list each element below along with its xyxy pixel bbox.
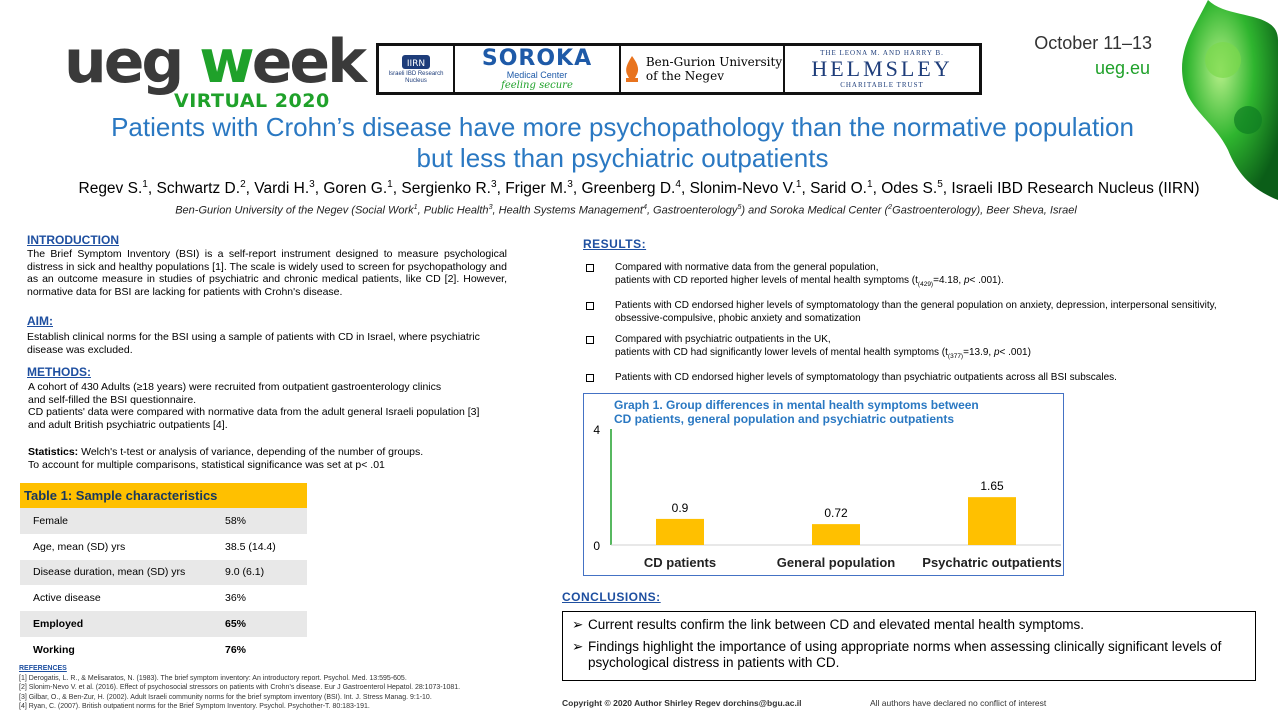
y-tick-label: 0 [593,539,600,553]
y-tick-label: 4 [593,423,600,437]
data-label: 0.9 [671,500,689,515]
result-item: Patients with CD endorsed higher levels of symptomatology than the general population on anxiety, depression, interpersonal sensitivity, obsessive-compulsive, phobic anxiety and somatization [584,300,1224,325]
author-name: Regev S.$^1$ [78,179,148,198]
bar-chart [583,393,1064,576]
soroka-sub: Medical Center [506,69,568,80]
author-name: Goren G.$^1$ [323,179,393,198]
checkbox-bullet-icon [586,302,594,310]
copyright: Copyright © 2020 Author Shirley Regev dorchins@bgu.ac.il [562,698,802,708]
partner-logos-strip [376,43,982,95]
logo-text-eek: eek [251,27,364,97]
soroka-tagline: feeling secure [501,79,573,91]
references-heading: REFERENCES [19,665,67,672]
iirn-logo [379,46,455,92]
ueg-week-logo [64,27,364,97]
data-label: 1.65 [980,479,1004,494]
logo-text-ueg: ueg [64,27,200,97]
arrow-bullet-icon: ➢ [572,639,584,654]
x-tick-label: General population [776,555,896,570]
title-line-2: but less than psychiatric outpatients [416,143,829,173]
iirn-emblem-icon [396,53,436,71]
table-row: Active disease 36% [33,592,247,605]
author-name: Greenberg D.$^4$ [581,179,681,198]
conclusion-item: ➢ Findings highlight the importance of using appropriate norms when assessing clinically significant levels of psychological distress in patients with CD. [572,639,1222,670]
logo-virtual-2020: VIRTUAL 2020 [174,90,330,112]
affiliations: Ben-Gurion University of the Negev (Social Work$^1$, Public Health$^3$, Health Systems Management$^4$, Gastroenterology$^5$) and Soroka Medical Center ($^2$Gastroenterology), Beer Sheva, Israel [175,203,1077,217]
checkbox-bullet-icon [586,336,594,344]
conflict-statement: All authors have declared no conflict of interest [870,698,1047,708]
introduction-text: The Brief Symptom Inventory (BSI) is a self-report instrument designed to measure psychological distress in sick and healthy populations [1]. The scale is widely used to screen for psychopathology and as an outcome measure in studies of psychiatric and chronic medical patients, like CD [2]. However, normative data for BSI are lacking for patients with Crohn's disease. [27,248,507,298]
bgu-name-line2: of the Negev [645,69,724,83]
results-list [584,262,1224,394]
soroka-logo [455,46,621,92]
author-name: Odes S.$^5$ [881,179,943,198]
table-title: Table 1: Sample characteristics [20,483,307,508]
statistics-text: Statistics: Welch's t-test or analysis of variance, depending of the number of groups. To account for multiple comparisons, statistical significance was set at p< .01 [28,446,424,471]
helmsley-name: HELMSLEY [811,56,953,81]
table-row: Working 76% [33,643,247,656]
introduction-heading: INTRODUCTION [27,233,119,247]
conclusions-list [572,617,1248,677]
author-group: Israeli IBD Research Nucleus (IIRN) [951,180,1200,198]
references [19,664,460,712]
sample-characteristics-table [20,483,307,663]
checkbox-bullet-icon [586,264,594,272]
conclusions-heading: CONCLUSIONS: [562,590,661,604]
aim-heading: AIM: [27,314,53,328]
bar [656,519,704,545]
reference-item: [2] Slonim-Nevo V. et al. (2016). Effect of psychosocial stressors on patients with Crohn’s disease. Eur J Gastroenterol Hepatol. 28:1073-1081. [19,684,461,691]
conclusion-item: ➢ Current results confirm the link between CD and elevated mental health symptoms. [572,617,1084,632]
bar [812,524,860,545]
data-label: 0.72 [824,506,848,521]
author-list: Regev S.$^1$, Schwartz D.$^2$, Vardi H.$^3$, Goren G.$^1$, Sergienko R.$^3$, Friger M.$^3$, Greenberg D.$^4$, Slonim-Nevo V.$^1$, Sarid O.$^1$, Odes S.$^5$, Israeli IBD Research Nucleus (IIRN) [78,179,1200,198]
bgu-logo [621,46,785,92]
flame-icon [622,54,642,84]
author-name: Schwartz D.$^2$ [156,179,246,198]
poster-title [40,112,1205,174]
logo-text-w: w [199,27,252,97]
aim-text: Establish clinical norms for the BSI using a sample of patients with CD in Israel, where psychiatric disease was excluded. [27,331,480,356]
arrow-bullet-icon: ➢ [572,617,584,632]
reference-item: [4] Ryan, C. (2007). British outpatient norms for the Brief Symptom Inventory. Psychol. Psychother-T. 80:183-191. [19,703,370,710]
reference-item: [1] Derogatis, L. R., & Melisaratos, N. (1983). The brief symptom inventory: An introductory report. Psychol. Med. 13:595-605. [19,674,407,682]
checkbox-bullet-icon [586,374,594,382]
bgu-name-line1: Ben-Gurion University [645,55,783,69]
author-name: Friger M.$^3$ [505,179,573,198]
table-row: Employed 65% [20,611,307,637]
bar [968,497,1016,545]
table-row: Disease duration, mean (SD) yrs 9.0 (6.1) [20,560,307,586]
title-line-1: Patients with Crohn’s disease have more psychopathology than the normative population [111,112,1134,142]
iirn-name: Israeli IBD Research Nucleus [388,71,444,84]
soroka-name: SOROKA [481,45,593,71]
results-heading: RESULTS: [583,237,647,251]
helmsley-logo [785,46,979,92]
author-name: Sergienko R.$^3$ [401,179,497,198]
methods-heading: METHODS: [27,365,91,379]
ueg-site-link[interactable]: ueg.eu [1095,58,1151,78]
svg-text:IIRN: IIRN [406,59,426,69]
author-name: Sarid O.$^1$ [810,179,873,198]
author-name: Vardi H.$^3$ [254,179,315,198]
table-row: Age, mean (SD) yrs 38.5 (14.4) [33,540,276,553]
x-tick-label: CD patients [643,555,717,570]
table-row: Female 58% [20,508,307,534]
author-name: Slonim-Nevo V.$^1$ [689,179,802,198]
helmsley-bottom: CHARITABLE TRUST [840,81,924,89]
graph-title: Graph 1. Group differences in mental health symptoms between CD patients, general population and psychiatric outpatients [614,398,979,426]
methods-text: A cohort of 430 Adults (≥18 years) were recruited from outpatient gastroenterology clinics and self-filled the BSI questionnaire. CD patients' data were compared with normative data from the adult general Israeli population [3] and adult British psychiatric outpatients [4]. [28,381,480,431]
result-item: Patients with CD endorsed higher levels of symptomatology than psychiatric outpatients across all BSI subscales. [584,372,1224,385]
conference-date: October 11–13 [1034,33,1152,53]
helmsley-top: THE LEONA M. AND HARRY B. [820,49,944,57]
result-item: Compared with normative data from the general population, patients with CD reported higher levels of mental health symptoms ($t_{(429)}=4.18$, p< .001). [584,262,1224,291]
x-tick-label: Psychatric outpatients [922,555,1062,570]
reference-item: [3] Gilbar, O., & Ben-Zur, H. (2002). Adult Israeli community norms for the brief symptom inventory (BSI). Int. J. Stress Manag. 9:1-10. [19,693,432,701]
result-item: Compared with psychiatric outpatients in the UK, patients with CD had significantly lower levels of mental health symptoms ($t_{(377)}=13.9$, p< .001) [584,334,1224,363]
